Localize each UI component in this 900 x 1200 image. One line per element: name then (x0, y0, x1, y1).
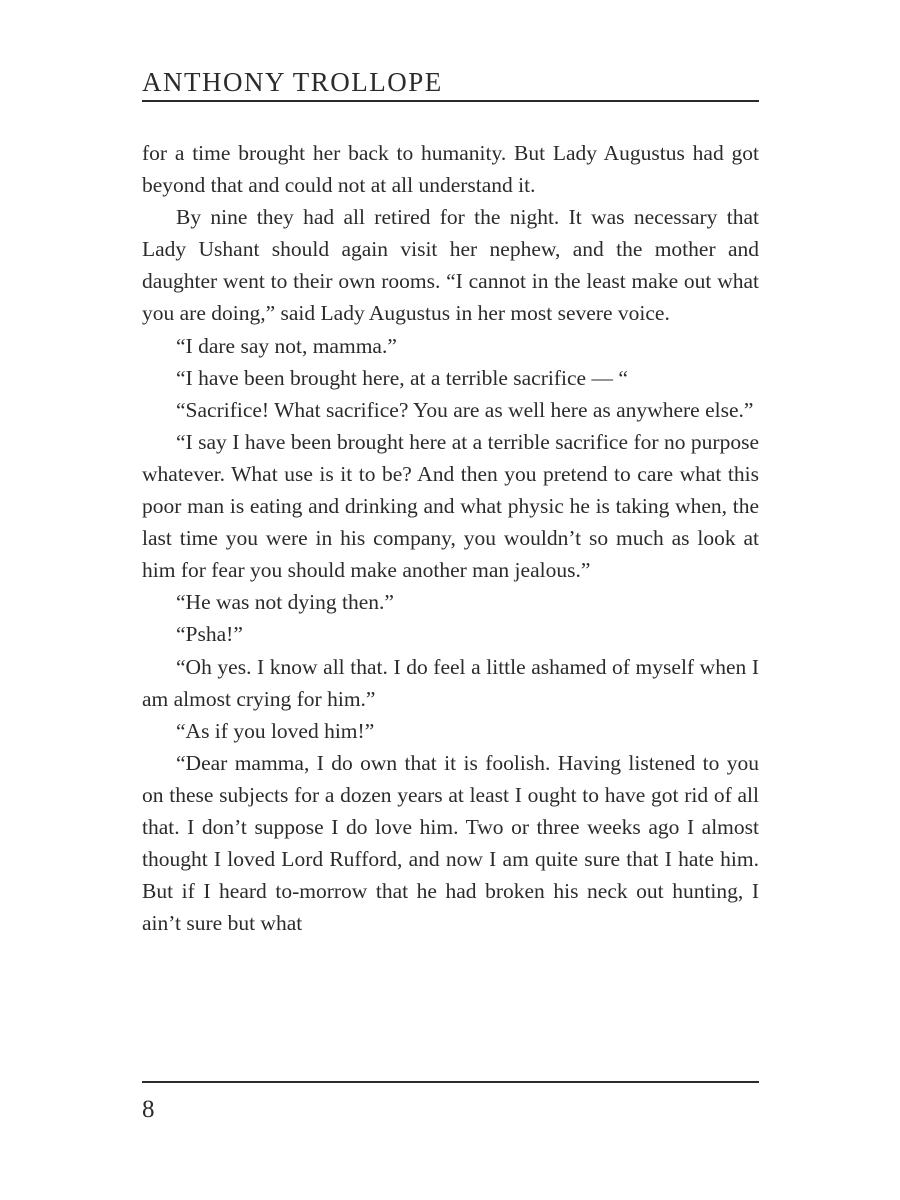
body-text (142, 137, 759, 939)
footer-rule (142, 1081, 759, 1083)
paragraph: “Oh yes. I know all that. I do feel a little ashamed of myself when I am almost crying for him.” (142, 654, 759, 711)
paragraph-continuation: for a time brought her back to humanity. But Lady Augustus had got beyond that and could not at all understand it. (142, 141, 759, 198)
header-rule (142, 100, 759, 102)
paragraph: “Sacrifice! What sacrifice? You are as well here as anywhere else.” (176, 397, 754, 422)
page-number: 8 (142, 1096, 155, 1123)
paragraph: “As if you loved him!” (176, 718, 375, 743)
paragraph: “I have been brought here, at a terrible sacrifice — “ (176, 365, 628, 390)
paragraph: “Psha!” (176, 622, 243, 647)
paragraph: “I dare say not, mamma.” (176, 333, 397, 358)
paragraph: “Dear mamma, I do own that it is foolish. Having listened to you on these subjects for a dozen years at least I ought to have got rid of all that. I don’t suppose I do love him. Two or three weeks ago I almost thought I loved Lord Rufford, and now I am quite sure that I hate him. But if I heard to-morrow that he had broken his neck out hunting, I ain’t sure but what (142, 750, 759, 936)
paragraph: “I say I have been brought here at a terrible sacrifice for no purpose whatever. What use is it to be? And then you pretend to care what this poor man is eating and drinking and what physic he is taking when, the last time you were in his company, you wouldn’t so much as look at him for fear you should make another man jealous.” (142, 429, 759, 583)
book-page (142, 0, 759, 1200)
running-header-author: ANTHONY TROLLOPE (142, 67, 443, 97)
paragraph: “He was not dying then.” (176, 590, 394, 615)
paragraph: By nine they had all retired for the night. It was necessary that Lady Ushant should again visit her nephew, and the mother and daughter went to their own rooms. “I cannot in the least make out what you are doing,” said Lady Augustus in her most severe voice. (142, 205, 759, 326)
